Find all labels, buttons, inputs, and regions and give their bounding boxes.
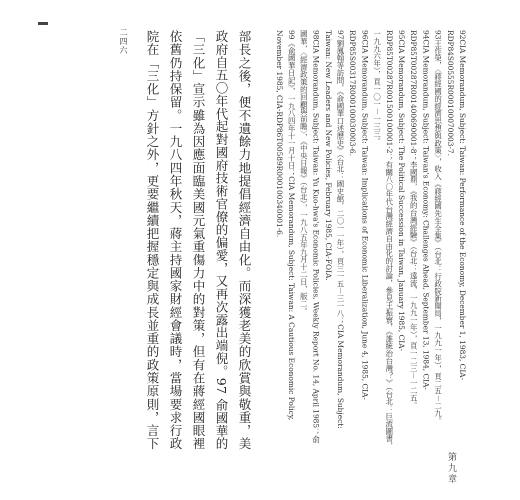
footnote-item — [273, 30, 297, 450]
footnote-item — [431, 30, 443, 450]
footnote-number: 99 — [287, 30, 297, 40]
footnote-text: 劉鳳翰等訪問，《俞國華口述歷史》（台北：國史館，二〇一一年），頁三一五－三一八；CIA Memorandum, Subject: Taiwan: New Leaders and New Policies, February 1985, CIA-FOIA. — [323, 30, 345, 429]
chapter-label: 第九章 — [446, 452, 456, 485]
footnote-item — [346, 30, 370, 450]
footnote-text: CIA Memorandum, Subject: Taiwan's Economy: Challenges Ahead, September 13, 1984, CIA-RDP85T00287R001400690001-8；李國鼎，《我的台灣經驗》（台北：遠流，一九九一年），頁一二三－一二五。 — [409, 30, 431, 409]
footnote-text: CIA Memorandum, Subject: Taiwan: Performance of the Economy, December 1, 1983, CIA-RDP84S00555R000100070003-7. — [445, 30, 467, 381]
footnote-number: 93 — [433, 30, 443, 40]
footnotes-section — [272, 30, 468, 450]
footnote-item — [407, 30, 431, 450]
footnote-number: 96 — [360, 30, 370, 40]
footnote-item — [322, 30, 346, 450]
footnote-text: 王作榮，〈蔣經國的經濟思想與政策〉，收入《蔣經國先生全集》（台北：行政院新聞局，一九九一年），頁二五－二九。 — [433, 39, 443, 425]
main-text-column — [140, 30, 256, 450]
footnote-text: 《俞國華日記》，一九八四年十一月十日；CIA Memorandum, Subject: Taiwan: A Cautious Economic Policy, November 1985, CIA-RDP86T00589R000100340001-6. — [274, 30, 297, 421]
footnote-text: CIA Memorandum, Subject: Taiwan: Implications of Economic Liberalization, June 4, 1985, CIA-RDP85S00317R000100030003-6. — [348, 30, 370, 400]
header-rule — [38, 22, 48, 25]
footnote-item — [370, 30, 407, 450]
footnote-number: 94 — [421, 30, 431, 40]
footnote-text: CIA Memorandum, Subject: Taiwan: Yu Kuo-hwa's Economic Policies, Weekly Report No. 14, April 1985；俞國華，〈經濟政策的回顧與前瞻〉，《中央日報》（台北），一九八五年九月十二日，版二。 — [299, 30, 321, 443]
footnote-text: CIA Memorandum, Subject: The Political Succession in Taiwan, January 1985, CIA-RDP85T00287R001500100001-2；有關八〇年代台灣經濟自由化的討論，參見王振寰，《誰統治台灣？》（台北：巨流圖書，一九九六年），頁一〇一－一三三。 — [372, 30, 406, 450]
page-number: 二四六 — [119, 28, 128, 55]
footnote-number: 92 — [458, 30, 467, 40]
footnote-number: 95 — [396, 30, 406, 40]
footnote-number: 98 — [311, 30, 321, 40]
footnote-number: 97 — [335, 30, 345, 40]
body-paragraph: 部長之後，便不遺餘力地提倡經濟自由化。而深獲老美的欣賞與敬重，美政府自五〇年代起對國府技術官僚的偏愛，又再次露出端倪。97 俞國華的「三化」宣示雖為因應面臨美國元氣重傷力中的對策，但有在蔣經國眼裡依舊仍持保留。一九八四年秋天，蔣主持國家財經會議時，當場要求行政院在「三化」方針之外，更要繼續把握穩定與成長並重的政策原則，言下 — [145, 30, 252, 450]
footnote-item — [297, 30, 321, 450]
footnote-item — [444, 30, 468, 450]
